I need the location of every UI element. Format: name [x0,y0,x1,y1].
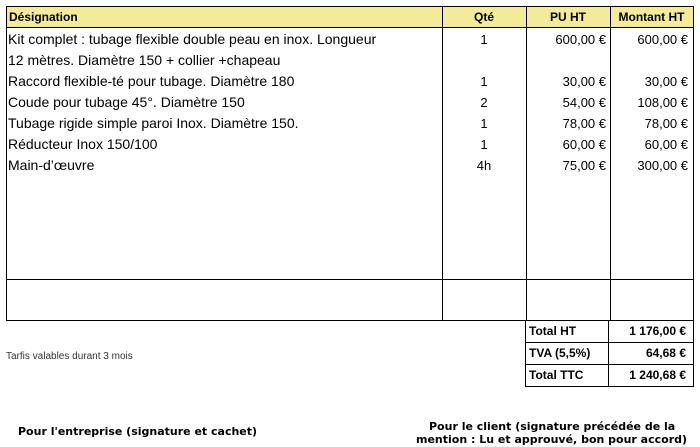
total-ht-label: Total HT [529,324,577,338]
row-6-amount: 300,00 € [637,158,688,173]
row-4-qty: 1 [480,116,488,131]
row-divider [7,279,693,280]
row-4-pu: 78,00 € [562,116,606,131]
row-3-qty: 2 [480,95,488,110]
tva-row [526,343,693,365]
row-2-designation: Raccord flexible-té pour tubage. Diamètre 180 [8,73,295,89]
row-2-pu: 30,00 € [562,74,606,89]
row-6-qty: 4h [476,158,492,173]
header-pu-label: PU HT [550,10,586,24]
row-4-amount: 78,00 € [644,116,688,131]
tva-value: 64,68 € [645,346,686,360]
client-signature-label-line-2: mention : Lu et approuvé, bon pour accord) [416,433,688,446]
total-ttc-label: Total TTC [529,368,584,382]
validity-note: Tarfis valables durant 3 mois [6,351,133,362]
row-1-qty: 1 [480,32,488,47]
invoice-table [6,6,694,321]
total-ttc-row [526,365,693,387]
header-designation-label: Désignation [9,10,78,24]
row-5-qty: 1 [480,137,488,152]
total-ht-value: 1 176,00 € [629,324,686,338]
row-6-pu: 75,00 € [562,158,606,173]
row-3-pu: 54,00 € [562,95,606,110]
row-5-amount: 60,00 € [644,137,688,152]
totals-box [525,321,694,387]
header-designation [7,7,442,28]
company-signature-label: Pour l'entreprise (signature et cachet) [18,425,258,438]
row-1-pu: 600,00 € [555,32,606,47]
row-2-qty: 1 [480,74,488,89]
tva-label: TVA (5,5%) [529,346,591,360]
total-ttc-value: 1 240,68 € [629,368,686,382]
row-5-designation: Réducteur Inox 150/100 [8,136,158,152]
total-ht-row [526,321,693,343]
header-amount-label: Montant HT [618,10,685,24]
row-2-amount: 30,00 € [644,74,688,89]
row-1-designation-line-1: Kit complet : tubage flexible double peau en inox. Longueur [8,31,377,47]
row-6-designation: Main-d’œuvre [8,157,95,173]
row-1-designation-line-2: 12 mètres. Diamètre 150 + collier +chapeau [8,52,281,68]
row-4-designation: Tubage rigide simple paroi Inox. Diamètre 150. [8,115,299,131]
row-3-amount: 108,00 € [637,95,688,110]
row-1-amount: 600,00 € [637,32,688,47]
row-3-designation: Coude pour tubage 45°. Diamètre 150 [8,94,245,110]
header-amount [610,7,693,28]
header-pu [526,7,610,28]
header-qty-label: Qté [473,10,494,24]
header-qty [442,7,526,28]
client-signature-label-line-1: Pour le client (signature précédée de la [429,420,676,433]
row-5-pu: 60,00 € [562,137,606,152]
